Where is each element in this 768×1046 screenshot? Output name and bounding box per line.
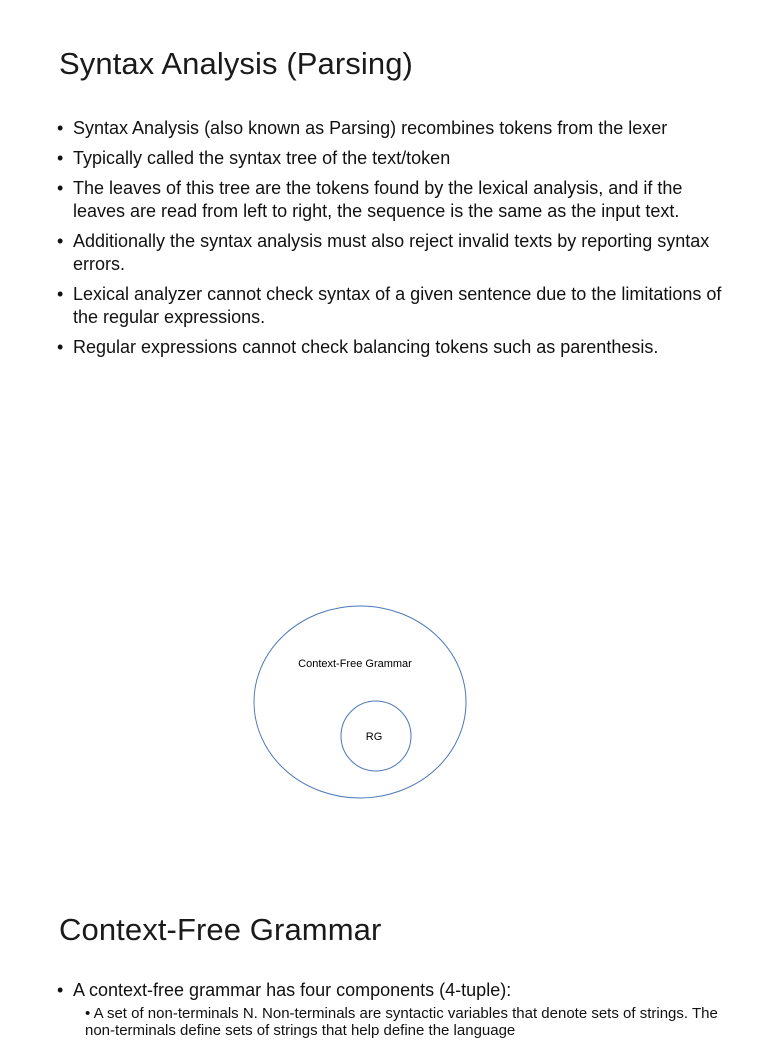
slide-title: Syntax Analysis (Parsing) [59,46,413,81]
grammar-venn-diagram [250,602,470,802]
bullet-icon: • [57,118,64,138]
list-item [57,336,727,359]
bullet-text: A context-free grammar has four components (4-tuple): [73,980,512,1000]
cfg-ellipse [254,606,466,798]
list-item [57,147,727,170]
bullet-text: Syntax Analysis (also known as Parsing) recombines tokens from the lexer [73,118,668,138]
slide-title: Context-Free Grammar [59,912,382,947]
sub-bullet-text: A set of non-terminals N. Non-terminals are syntactic variables that denote sets of strings. The non-terminals define sets of strings that help define the language [85,1005,718,1039]
bullet-text: Typically called the syntax tree of the text/token [73,148,451,168]
list-item [57,979,727,1039]
bullet-list [57,117,727,366]
sub-bullet-list [73,1005,727,1039]
bullet-list [57,979,727,1046]
list-item [57,230,727,276]
cfg-label: Context-Free Grammar [298,658,412,670]
bullet-icon: • [57,337,64,357]
bullet-text: Lexical analyzer cannot check syntax of a given sentence due to the limitations of the regular expressions. [73,284,722,327]
bullet-text: Additionally the syntax analysis must also reject invalid texts by reporting syntax errors. [73,231,710,274]
sub-list-item [73,1005,727,1039]
bullet-icon: • [57,284,64,304]
list-item [57,283,727,329]
rg-label: RG [365,731,383,743]
bullet-icon: • [57,231,64,251]
sub-bullet-icon: • [85,1005,91,1022]
list-item [57,177,727,223]
bullet-icon: • [57,148,64,168]
bullet-text: Regular expressions cannot check balancing tokens such as parenthesis. [73,337,659,357]
list-item [57,117,727,140]
bullet-text: The leaves of this tree are the tokens found by the lexical analysis, and if the leaves are read from left to right, the sequence is the same as the input text. [73,178,683,221]
bullet-icon: • [57,178,64,198]
bullet-icon: • [57,980,64,1000]
